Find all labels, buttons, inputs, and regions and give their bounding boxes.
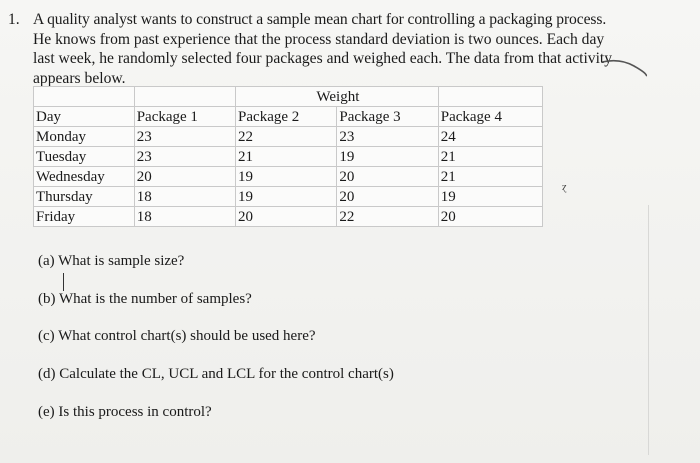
stray-handwritten-mark: ɀ xyxy=(562,181,567,193)
table-cell: 20 xyxy=(438,207,542,227)
table-cell: 21 xyxy=(438,167,542,187)
table-cell: Friday xyxy=(34,207,135,227)
table-cell: 20 xyxy=(337,167,438,187)
question-a: (a) What is sample size? xyxy=(38,253,185,269)
table-cell: 23 xyxy=(337,127,438,147)
table-cell: 20 xyxy=(236,207,337,227)
table-blank-header xyxy=(34,87,135,107)
text-cursor xyxy=(63,273,64,291)
table-cell: 22 xyxy=(236,127,337,147)
table-cell: 24 xyxy=(438,127,542,147)
table-cell: 21 xyxy=(236,147,337,167)
question-c: (c) What control chart(s) should be used here? xyxy=(38,328,316,344)
table-cell: 19 xyxy=(438,187,542,207)
problem-line-3: last week, he randomly selected four packages and weighed each. The data from that activity xyxy=(33,50,613,67)
problem-line-1: A quality analyst wants to construct a sample mean chart for controlling a packaging process. xyxy=(33,11,607,28)
table-cell: 22 xyxy=(337,207,438,227)
table-cell: Monday xyxy=(34,127,135,147)
table-header-cell: Package 4 xyxy=(438,107,542,127)
table-cell: Tuesday xyxy=(34,147,135,167)
table-cell: Wednesday xyxy=(34,167,135,187)
question-d: (d) Calculate the CL, UCL and LCL for the control chart(s) xyxy=(38,366,394,382)
table-group-header-row xyxy=(34,87,543,107)
table-weight-header: Weight xyxy=(236,87,439,107)
table-header-cell: Package 1 xyxy=(134,107,235,127)
table-cell: 18 xyxy=(134,187,235,207)
table-header-row xyxy=(34,107,543,127)
problem-text xyxy=(33,10,673,88)
table-cell: 18 xyxy=(134,207,235,227)
problem-line-4: appears below. xyxy=(33,69,126,87)
weight-data-table xyxy=(33,86,543,227)
question-b: (b) What is the number of samples? xyxy=(38,291,252,307)
table-cell: 21 xyxy=(438,147,542,167)
question-e: (e) Is this process in control? xyxy=(38,404,212,420)
table-row xyxy=(34,127,543,147)
paper-edge-line xyxy=(648,205,649,455)
problem-number: 1. xyxy=(8,11,20,28)
table-cell: 20 xyxy=(337,187,438,207)
table-blank-header xyxy=(438,87,542,107)
table-row xyxy=(34,167,543,187)
table-row xyxy=(34,187,543,207)
table-cell: 23 xyxy=(134,127,235,147)
table-row xyxy=(34,207,543,227)
table-cell: 19 xyxy=(236,187,337,207)
table-header-cell: Package 3 xyxy=(337,107,438,127)
table-header-cell: Day xyxy=(34,107,135,127)
problem-line-2: He knows from past experience that the process standard deviation is two ounces. Each day xyxy=(33,30,605,48)
table-blank-header xyxy=(134,87,235,107)
table-header-cell: Package 2 xyxy=(236,107,337,127)
table-cell: 20 xyxy=(134,167,235,187)
table-cell: 19 xyxy=(337,147,438,167)
table-row xyxy=(34,147,543,167)
ink-annotation-icon xyxy=(600,56,648,78)
table-cell: Thursday xyxy=(34,187,135,207)
table-cell: 19 xyxy=(236,167,337,187)
table-cell: 23 xyxy=(134,147,235,167)
